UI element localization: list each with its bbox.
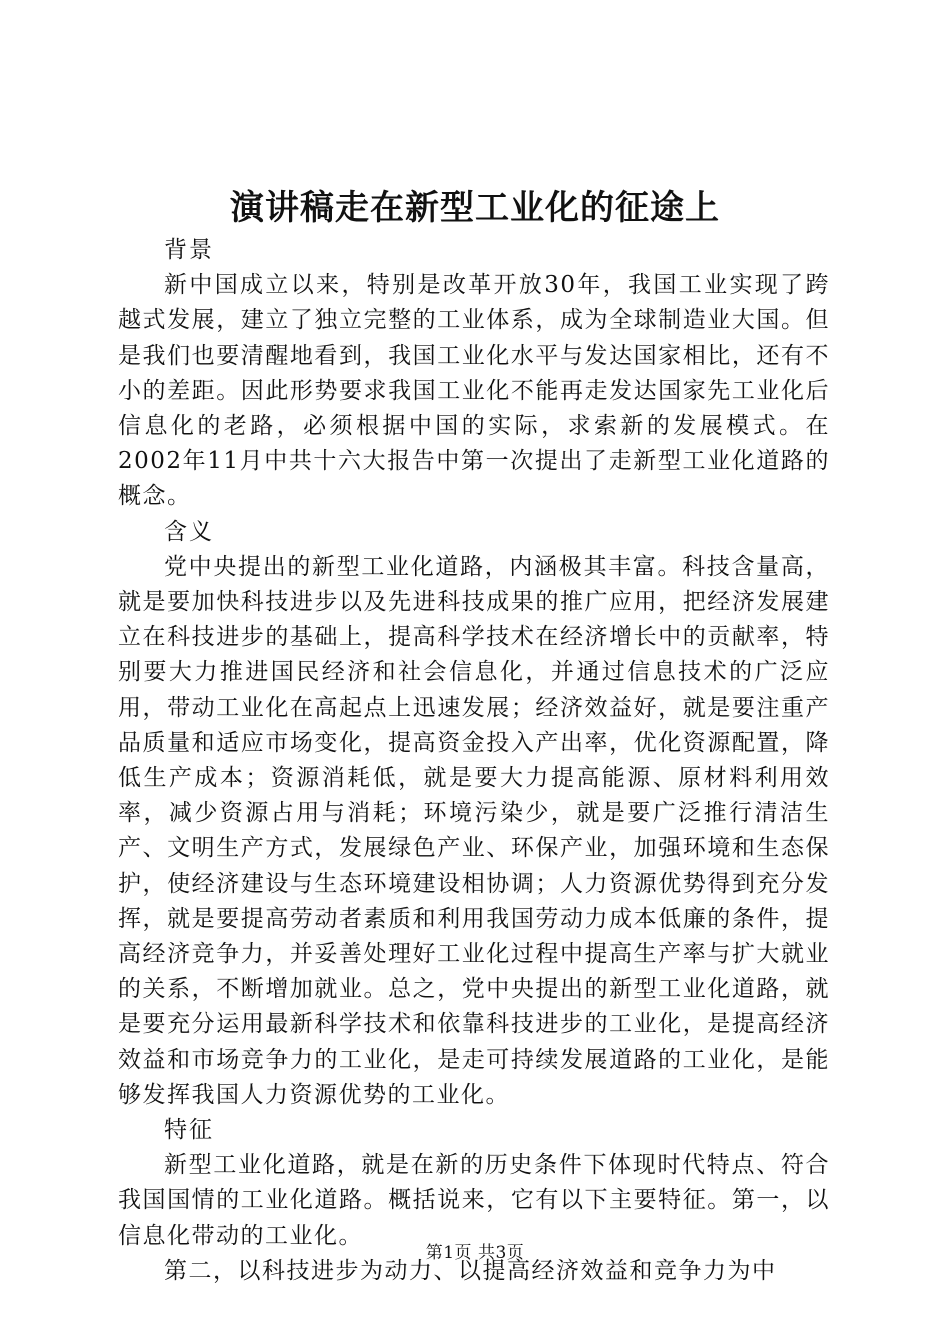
paragraph-meaning: 党中央提出的新型工业化道路，内涵极其丰富。科技含量高，就是要加快科技进步以及先进科技成果的推广应用，把经济发展建立在科技进步的基础上，提高科学技术在经济增长中的贡献率，特别要大力推进国民经济和社会信息化，并通过信息技术的广泛应用，带动工业化在高起点上迅速发展；经济效益好，就是要注重产品质量和适应市场变化，提高资金投入产出率，优化资源配置，降低生产成本；资源消耗低，就是要大力提高能源、原材料利用效率，减少资源占用与消耗；环境污染少，就是要广泛推行清洁生产、文明生产方式，发展绿色产业、环保产业，加强环境和生态保护，使经济建设与生态环境建设相协调；人力资源优势得到充分发挥，就是要提高劳动者素质和利用我国劳动力成本低廉的条件，提高经济竞争力，并妥善处理好工业化过程中提高生产率与扩大就业的关系，不断增加就业。总之，党中央提出的新型工业化道路，就是要充分运用最新科学技术和依靠科技进步的工业化，是提高经济效益和市场竞争力的工业化，是走可持续发展道路的工业化，是能够发挥我国人力资源优势的工业化。 (118, 553, 830, 1108)
page-footer: 第1页 共3页 (425, 1243, 525, 1263)
section-heading-background: 背景 (164, 237, 214, 263)
document-title: 演讲稿走在新型工业化的征途上 (230, 188, 720, 228)
paragraph-background: 新中国成立以来，特别是改革开放30年，我国工业实现了跨越式发展，建立了独立完整的工业体系，成为全球制造业大国。但是我们也要清醒地看到，我国工业化水平与发达国家相比，还有不小的差距。因此形势要求我国工业化不能再走发达国家先工业化后信息化的老路，必须根据中国的实际，求索新的发展模式。在2002年11月中共十六大报告中第一次提出了走新型工业化道路的概念。 (118, 272, 830, 510)
paragraph-features-second: 第二，以科技进步为动力、以提高经济效益和竞争力为中 (164, 1257, 777, 1284)
paragraph-features: 新型工业化道路，就是在新的历史条件下体现时代特点、符合我国国情的工业化道路。概括说来，它有以下主要特征。第一，以信息化带动的工业化。 (118, 1152, 830, 1249)
section-heading-meaning: 含义 (164, 518, 214, 545)
section-heading-features: 特征 (164, 1117, 214, 1144)
document-body (118, 233, 830, 1289)
